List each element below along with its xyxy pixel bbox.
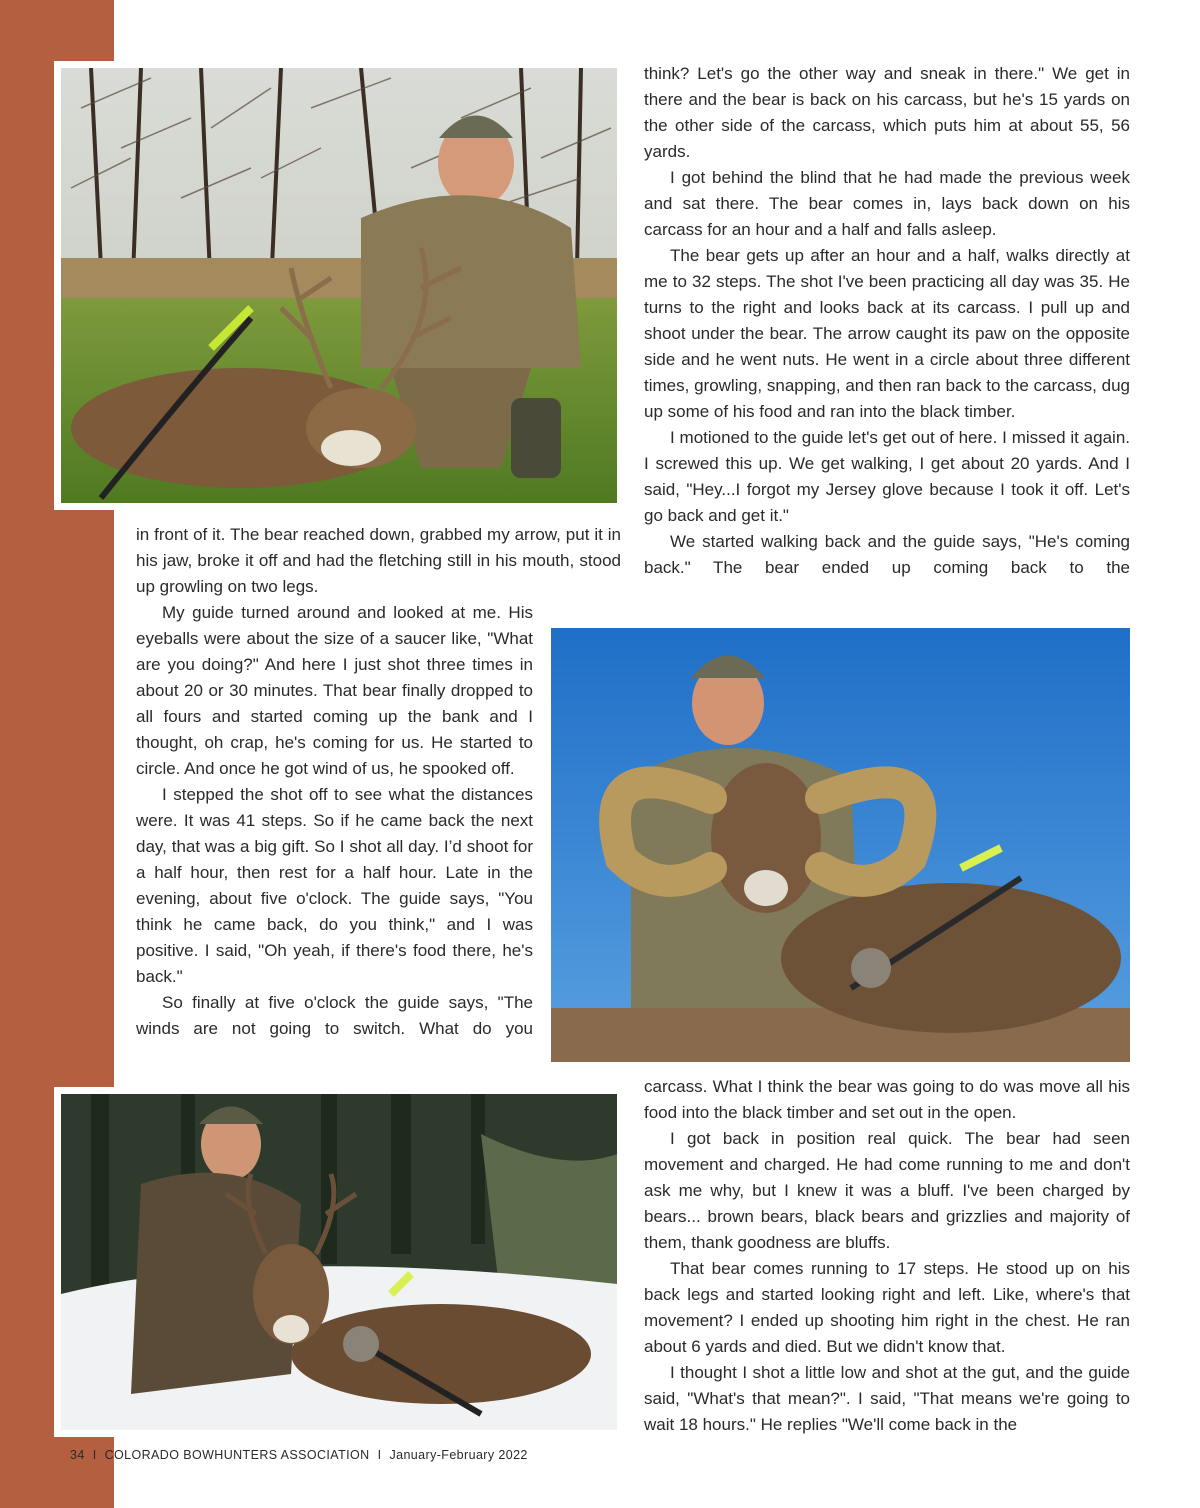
paragraph: I got behind the blind that he had made the previous week and sat there. The bear comes in, lays back down on his carcass for an hour and a half and falls asleep. — [644, 168, 1130, 239]
issue-date: January-February 2022 — [389, 1448, 528, 1462]
left-column-text-top — [136, 522, 621, 600]
photo-mule-deer-snow — [54, 1087, 624, 1437]
paragraph: I stepped the shot off to see what the distances were. It was 41 steps. So if he came back the next day, that was a big gift. So I shot all day. I’d shoot for a half hour, then rest for a half hour. Late in the evening, about five o'clock. The guide says, "You think he came back, do you think," and I was positive. I said, "Oh yeah, if there's food there, he's back." — [136, 785, 533, 986]
paragraph: That bear comes running to 17 steps. He stood up on his back legs and started looking right and left. Like, where's that movement? I ended up shooting him right in the chest. He ran about 6 yards and died. But we didn't know that. — [644, 1259, 1130, 1356]
paragraph: My guide turned around and looked at me. His eyeballs were about the size of a saucer like, "What are you doing?" And here I just shot three times in about 20 or 30 minutes. That bear finally dropped to all fours and started coming up the bank and I thought, oh crap, he's coming for us. He started to circle. And once he got wind of us, he spooked off. — [136, 603, 533, 778]
right-column-text-top — [644, 61, 1130, 581]
paragraph: The bear gets up after an hour and a half, walks directly at me to 32 steps. The shot I've been practicing all day was 35. He turns to the right and looks back at its carcass. I pull up and shoot under the bear. The arrow caught its paw on the opposite side and he went nuts. He went in a circle about three different times, growling, snapping, and then ran back to the carcass, dug up some of his food and ran into the black timber. — [644, 246, 1130, 421]
footer-separator: I — [92, 1448, 97, 1462]
paragraph: think? Let's go the other way and sneak in there." We get in there and the bear is back on his carcass, but he's 15 yards on the other side of the carcass, which puts him at about 55, 56 yards. — [644, 64, 1130, 161]
whitetail-buck-hunter-photo-icon — [61, 68, 617, 503]
paragraph: We started walking back and the guide says, "He's coming back." The bear ended up coming back to the — [644, 532, 1130, 577]
photo-whitetail-buck — [54, 61, 624, 510]
bighorn-ram-hunter-photo-icon — [551, 628, 1130, 1062]
left-column-text-narrow — [136, 600, 533, 1042]
paragraph: in front of it. The bear reached down, grabbed my arrow, put it in his jaw, broke it off and had the fletching still in his mouth, stood up growling on two legs. — [136, 525, 621, 596]
page-footer — [70, 1448, 528, 1462]
footer-separator: I — [377, 1448, 382, 1462]
paragraph: I got back in position real quick. The bear had seen movement and charged. He had come running to me and don't ask me why, but I knew it was a bluff. I've been charged by bears... brown bears, black bears and grizzlies and majority of them, thank goodness are bluffs. — [644, 1129, 1130, 1252]
paragraph: So finally at five o'clock the guide says, "The winds are not going to switch. What do you — [136, 993, 533, 1038]
paragraph: carcass. What I think the bear was going to do was move all his food into the black timber and set out in the open. — [644, 1077, 1130, 1122]
photo-bighorn-ram — [544, 621, 1137, 1069]
publication-name: COLORADO BOWHUNTERS ASSOCIATION — [104, 1448, 370, 1462]
paragraph: I motioned to the guide let's get out of here. I missed it again. I screwed this up. We get walking, I get about 20 yards. And I said, "Hey...I forgot my Jersey glove because I took it off. Let's go back and get it." — [644, 428, 1130, 525]
right-column-text-bottom — [644, 1074, 1130, 1438]
mule-deer-snow-hunter-photo-icon — [61, 1094, 617, 1430]
paragraph: I thought I shot a little low and shot at the gut, and the guide said, "What's that mean?". I said, "That means we're going to wait 18 hours." He replies "We'll come back in the — [644, 1363, 1130, 1434]
page-number: 34 — [70, 1448, 85, 1462]
